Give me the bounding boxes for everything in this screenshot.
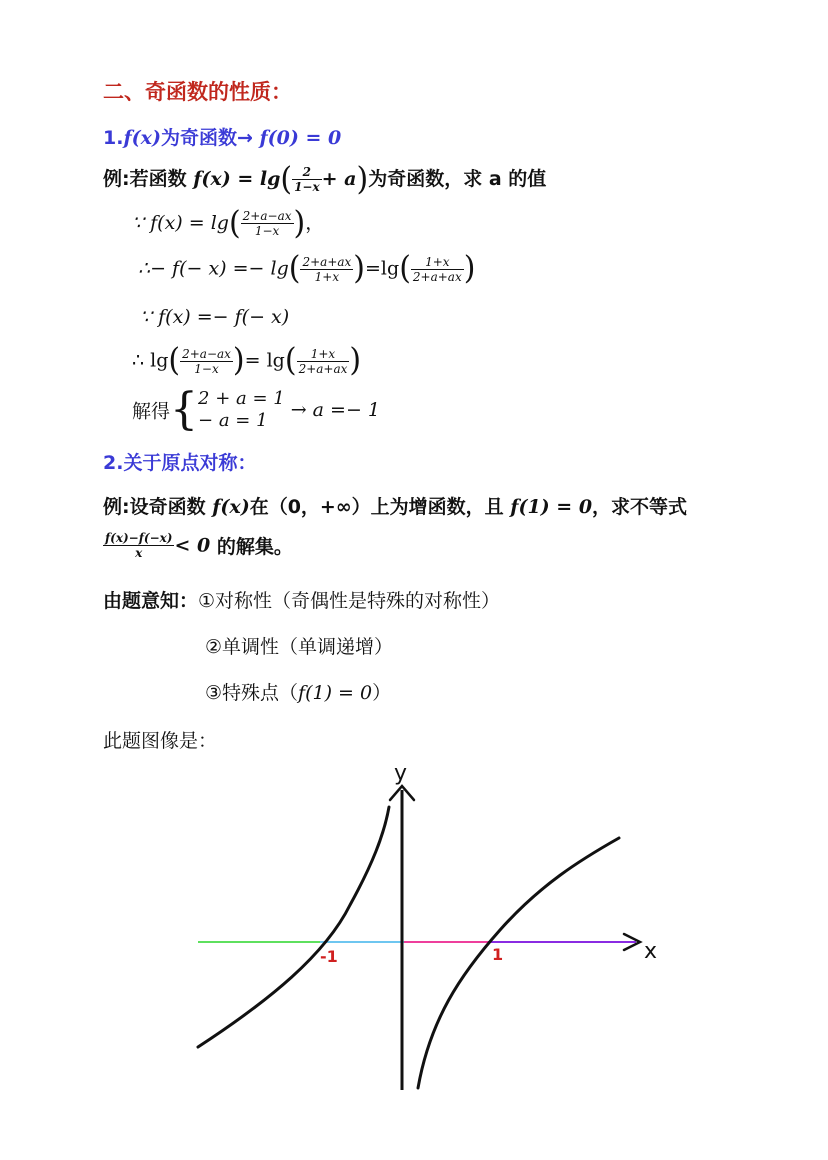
- left-curve-branch: [198, 807, 389, 1047]
- line1-post: ，: [305, 212, 325, 234]
- fraction-numerator: 1+x: [310, 346, 336, 361]
- line4-pre: ∴ lg: [132, 349, 169, 372]
- fraction-numerator: 2+a−ax: [182, 346, 231, 361]
- ex1-fx-lg: f(x) = lg: [193, 168, 281, 190]
- fraction-numerator: 2+a+ax: [302, 254, 352, 269]
- line4-mid: = lg: [244, 349, 285, 372]
- analysis-item-2: ②单调性（单调递增）: [205, 636, 394, 658]
- fraction-numerator: f(x)−f(−x): [105, 531, 173, 545]
- tick-label-neg-one: -1: [320, 947, 338, 966]
- heading-mid: 为奇函数→: [160, 127, 260, 149]
- fraction-denominator: 1−x: [241, 223, 294, 238]
- item3-post: ）: [372, 682, 392, 704]
- left-paren: (: [168, 342, 181, 379]
- item3-pre: ③特殊点（: [205, 682, 299, 704]
- right-paren: ): [353, 250, 366, 287]
- right-curve-branch: [418, 838, 619, 1088]
- graph-caption: 此题图像是：: [103, 730, 218, 752]
- system-row-1: 2 + a = 1: [198, 388, 285, 409]
- right-paren: ): [232, 342, 245, 379]
- line2-pre: ∴− f(− x) =− lg: [138, 257, 289, 280]
- ex1-plus-a: + a: [321, 168, 357, 190]
- ex2-prefix: 例:设奇函数: [103, 496, 213, 518]
- fraction-denominator: 2+a+ax: [298, 361, 348, 376]
- fraction-numerator: 2: [302, 165, 312, 179]
- solve-result: → a =− 1: [290, 399, 380, 421]
- system-row-2: − a = 1: [198, 410, 268, 431]
- fraction-denominator: 2+a+ax: [412, 269, 462, 284]
- heading-prefix: 1.: [103, 127, 124, 149]
- solve-label: 解得: [132, 400, 171, 423]
- line1-pre: ∵ f(x) = lg: [132, 212, 229, 234]
- system-brace: {: [170, 384, 199, 435]
- left-paren: (: [228, 204, 241, 242]
- left-paren: (: [284, 342, 297, 379]
- ex1-label-prefix: 例:若函数: [103, 168, 194, 190]
- analysis-item-1: ①对称性（奇偶性是特殊的对称性）: [198, 590, 501, 612]
- left-paren: (: [399, 250, 411, 287]
- ex2-fx: f(x): [212, 496, 250, 518]
- right-paren: ): [463, 250, 476, 287]
- tick-label-pos-one: 1: [492, 945, 504, 964]
- analysis-label: 由题意知：: [103, 590, 199, 612]
- fraction-numerator: 2+a−ax: [242, 209, 292, 223]
- line2-mid: =lg: [365, 257, 400, 280]
- ex2-f1: f(1) = 0: [510, 496, 593, 518]
- ex1-line-3: ∵ f(x) =− f(− x): [140, 306, 290, 328]
- item3-math: f(1) = 0: [298, 682, 373, 704]
- fraction-numerator: 1+x: [425, 254, 450, 269]
- heading-fx: f(x): [123, 127, 161, 149]
- fraction-denominator: x: [103, 545, 174, 560]
- ex2-inequality: < 0: [174, 534, 211, 557]
- x-axis-label: x: [644, 939, 658, 964]
- fraction-denominator: 1+x: [300, 269, 353, 284]
- right-paren: ): [356, 160, 369, 198]
- fraction-denominator: 1−x: [294, 180, 320, 194]
- left-paren: (: [288, 250, 301, 287]
- right-paren: ): [349, 342, 362, 379]
- property-2-heading: 2.关于原点对称：: [103, 452, 257, 474]
- section-title: 二、奇函数的性质：: [103, 80, 292, 104]
- ex1-label-suffix: 为奇函数，求 a 的值: [368, 168, 547, 190]
- ex2-suffix: ，求不等式: [592, 496, 688, 518]
- fraction-denominator: 1−x: [180, 361, 233, 376]
- ex2-middle: 在（0，+∞）上为增函数，且: [249, 496, 511, 518]
- left-paren: (: [280, 160, 293, 198]
- heading-eq: f(0) = 0: [259, 127, 342, 149]
- y-axis-label: y: [394, 761, 408, 786]
- ex2-line2-suffix: 的解集。: [210, 536, 293, 558]
- right-paren: ): [293, 204, 306, 242]
